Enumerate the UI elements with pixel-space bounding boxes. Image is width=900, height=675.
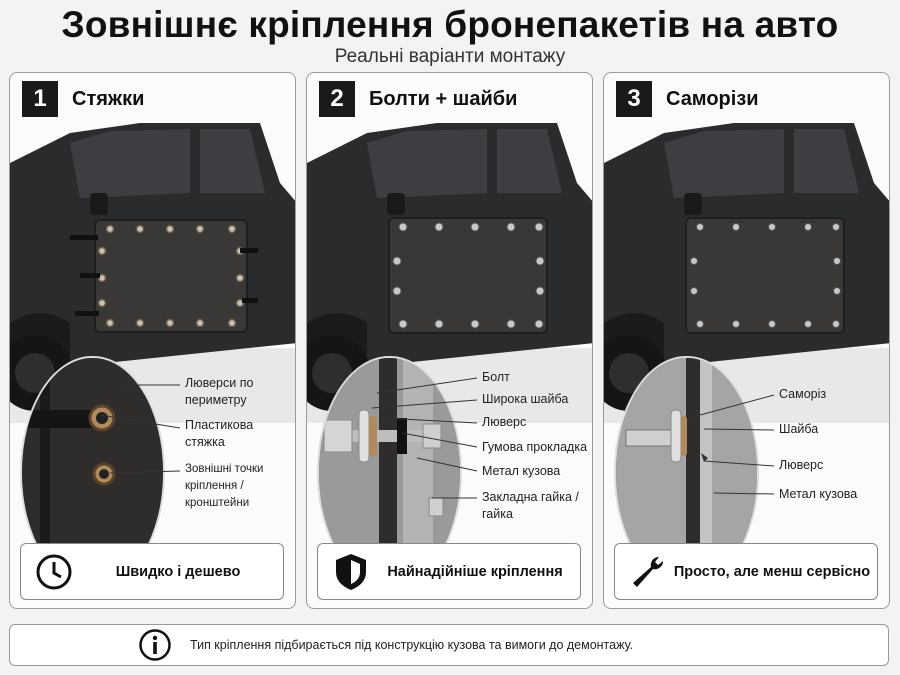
clock-icon [29,547,79,597]
panel-number: 1 [22,81,58,117]
label-nut: Закладна гайка / гайка [482,490,579,521]
label-screw: Саморіз [779,387,827,401]
footer-box [614,543,878,600]
label-bolt: Болт [482,370,510,384]
footer-text: Просто, але менш сервісно [673,563,871,580]
label-grommet: Люверс [779,458,824,472]
label-grommet: Люверс [482,415,527,429]
panel-title: Болти + шайби [369,87,518,110]
panel-number: 3 [616,81,652,117]
page-title: Зовнішнє кріплення бронепакетів на авто [61,4,839,45]
label-wide-washer: Широка шайба [482,392,569,406]
panel-number: 2 [319,81,355,117]
panel-title: Саморізи [666,87,759,110]
label-plastic-tie: Пластикова стяжка [185,418,254,449]
label-grommets: Люверси по периметру [185,376,254,407]
label-washer: Шайба [779,422,819,436]
footer-text: Найнадійніше кріплення [387,563,563,580]
footer-box [20,543,284,600]
info-text: Тип кріплення підбирається під конструкцію кузова та вимоги до демонтажу. [190,638,634,652]
wrench-icon [623,547,673,597]
page-subtitle: Реальні варіанти монтажу [334,46,566,67]
footer-box [317,543,581,600]
panel-self-tapping-screws [603,72,890,609]
info-bar [9,624,889,666]
panel-title: Стяжки [72,87,145,110]
info-icon [138,628,172,662]
label-mount-points: Зовнішні точки кріплення / кронштейни [185,463,264,509]
panel-bolts-washers [306,72,593,609]
shield-icon [326,547,376,597]
label-body-metal: Метал кузова [482,464,561,478]
panel-zip-ties [9,72,296,609]
label-body-metal: Метал кузова [779,487,858,501]
label-rubber-gasket: Гумова прокладка [482,440,588,454]
footer-text: Швидко і дешево [115,563,241,580]
